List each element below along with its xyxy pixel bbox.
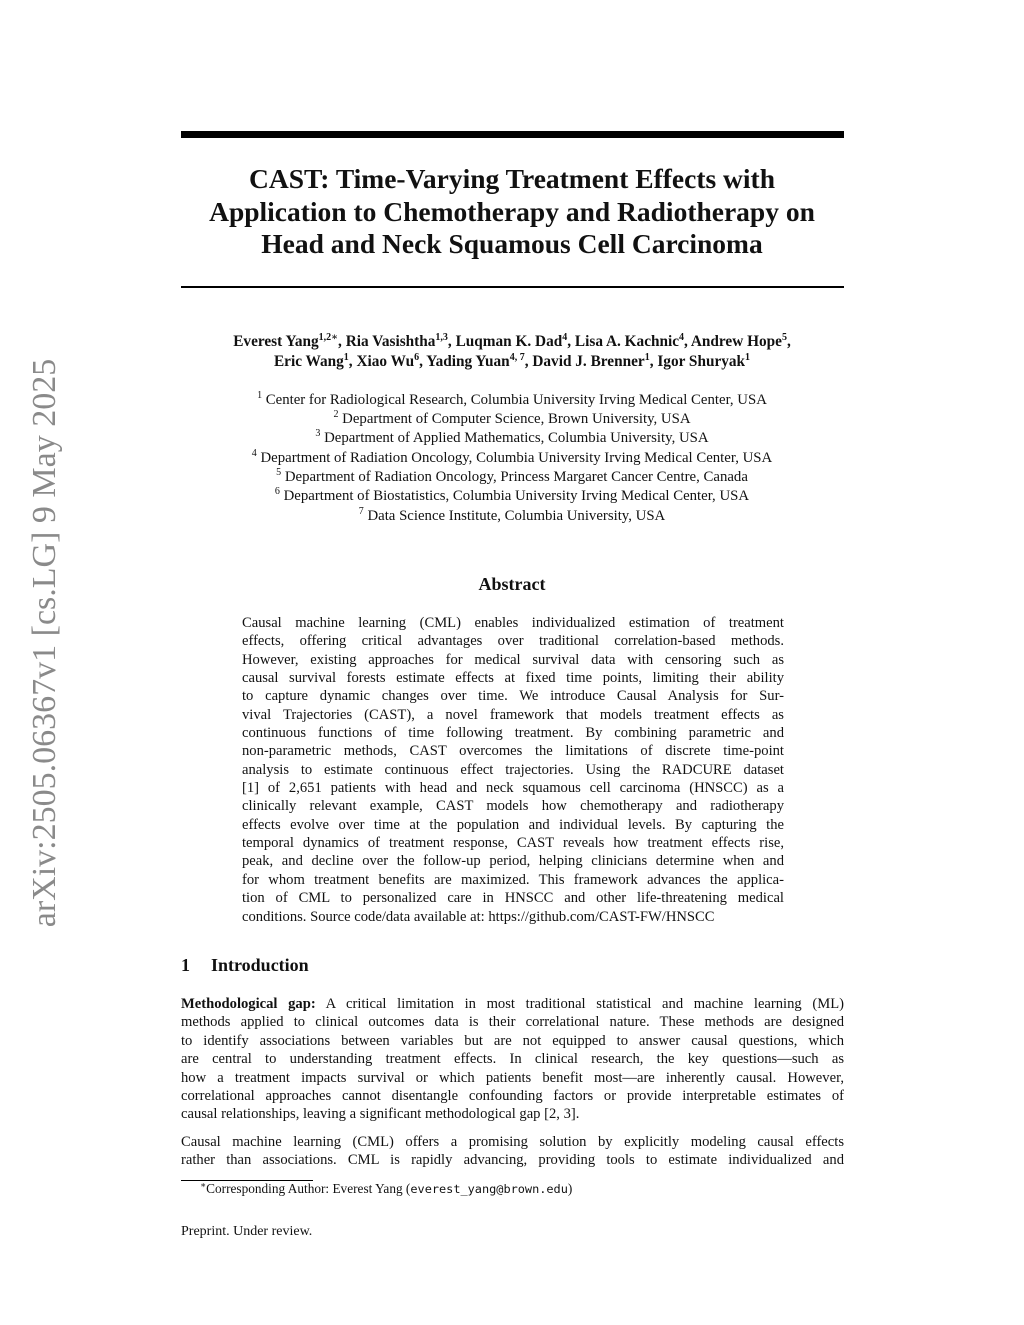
abstract-line: Causal machine learning (CML) enables individualized estimation of treatment [242,615,784,631]
intro-paragraph-1 [181,995,844,1124]
affiliation-number: 5 [276,467,282,478]
paragraph-line: are central to understanding treatment effects. In clinical research, the key questions—such as [181,1051,844,1068]
affiliation [150,488,874,505]
affiliation-text: Data Science Institute, Columbia University, USA [367,508,666,524]
affiliation [150,392,874,409]
paper-title [150,163,874,261]
affiliation-number: 4 [251,448,257,459]
paragraph-line: to identify associations between variables but are not equipped to answer causal questions, which [181,1032,844,1049]
paragraph-line: Causal machine learning (CML) offers a promising solution by explicitly modeling causal effects [181,1134,844,1150]
title-line: Head and Neck Squamous Cell Carcinoma [261,228,763,259]
author-name: Yading Yuan [426,353,510,370]
abstract-line: However, existing approaches for medical survival data with censoring such as [242,651,784,668]
abstract-line: continuous functions of time following treatment. By combining parametric and [242,725,784,742]
abstract-heading: Abstract [478,574,546,594]
author-email: everest_yang@brown.edu [410,1182,568,1196]
title-line: CAST: Time-Varying Treatment Effects with [248,163,776,194]
author-affil-sup: 5 [781,332,787,343]
title-bottom-rule [181,286,844,288]
affiliation-number: 6 [274,486,280,497]
title-top-rule [181,131,844,138]
author-name: Everest Yang [233,333,319,350]
author-affil-sup: 1,2∗ [318,332,339,343]
footnote-mark: ∗ [200,1180,207,1190]
paragraph-line: rather than associations. CML is rapidly advancing, providing tools to estimate individualized and [181,1152,844,1169]
abstract-body [242,614,784,926]
paragraph-line: correlational approaches cannot disentangle confounding factors or provide interpretable estimates of [181,1087,844,1104]
author-affil-sup: 1,3 [435,332,448,343]
author-name: Lisa A. Kachnic [574,333,680,350]
affiliation [150,450,874,467]
author-affil-sup: 4 [679,332,685,343]
abstract-line: causal survival forests estimate effects at fixed time points, limiting their ability [242,670,784,687]
affiliation-number: 7 [358,506,364,517]
affiliation-number: 1 [257,390,263,401]
affiliation [150,411,874,428]
paragraph-line: methods applied to clinical outcomes data is their correlational nature. These methods are designed [181,1014,844,1031]
affiliation [150,430,874,447]
affiliation-text: Center for Radiological Research, Columbia University Irving Medical Center, USA [265,392,767,408]
paragraph-line: causal relationships, leaving a significant methodological gap [2, 3]. [181,1106,580,1123]
paragraph-line: how a treatment impacts survival or which patients benefit most—are inherently causal. However, [181,1069,844,1086]
affiliation-text: Department of Biostatistics, Columbia University Irving Medical Center, USA [283,488,750,504]
affiliation-number: 2 [333,409,339,420]
author-name: Andrew Hope [690,333,782,350]
affiliation-number: 3 [315,428,321,439]
affiliation-text: Department of Computer Science, Brown University, USA [342,411,691,427]
author-name: Ria Vasishtha [345,333,436,350]
author-affil-sup: 4, 7 [509,352,525,363]
author-affil-sup: 1 [644,352,650,363]
abstract-line: peak, and decline over the follow-up period, helping clinicians determine when and [242,853,784,870]
paragraph-line [181,995,844,1013]
affiliation-text: Department of Radiation Oncology, Princess Margaret Cancer Centre, Canada [284,469,748,485]
footnote-close: ) [567,1181,573,1196]
section-heading-introduction [181,955,309,976]
author-name: Xiao Wu [356,353,415,370]
affiliation [150,469,874,486]
section-title: Introduction [211,955,309,975]
affiliation-text: Department of Radiation Oncology, Columbia University Irving Medical Center, USA [260,450,773,466]
arxiv-identifier-stamp: arXiv:2505.06367v1 [cs.LG] 9 May 2025 [26,358,63,928]
abstract-line: conditions. Source code/data available at: https://github.com/CAST-FW/HNSCC [242,908,715,925]
title-line: Application to Chemotherapy and Radiotherapy on [209,195,815,227]
author-line-2: Eric Wang$^1$, Xiao Wu$^6$, Yading Yuan$^{4, 7}$, David J. Brenner$^1$, Igor Shuryak$^1$ [273,352,751,370]
author-line-1: Everest Yang$^{1,2∗}$, Ria Vasishtha$^{1,3}$, Luqman K. Dad$^4$, Lisa A. Kachnic$^4$, Andrew Hope$^5$, [233,332,791,350]
author-affil-sup: 1 [745,352,751,363]
abstract-line: effects, offering critical advantages over traditional correlation-based methods. [242,633,784,650]
section-number: 1 [181,955,190,975]
footnote-text: Corresponding Author: Everest Yang ( [206,1181,411,1196]
abstract-line: tion of CML to personalized care in HNSCC and other life-threatening medical [242,890,784,907]
abstract-line: [1] of 2,651 patients with head and neck squamous cell carcinoma (HNSCC) as a [242,780,784,797]
author-name: Igor Shuryak [657,353,746,370]
abstract-line: vival Trajectories (CAST), a novel framework that models treatment effects as [242,706,784,723]
intro-paragraph-2 [181,1133,844,1170]
author-name: Eric Wang [273,353,344,370]
affiliation [150,508,874,525]
abstract-line: clinically relevant example, CAST models how chemotherapy and radiotherapy [242,798,784,815]
abstract-line: to capture dynamic changes over time. We introduce Causal Analysis for Sur- [242,688,784,705]
paragraph-line-text: A critical limitation in most traditional statistical and machine learning (ML) [315,996,844,1012]
affiliation-text: Department of Applied Mathematics, Columbia University, USA [324,430,709,446]
preprint-note: Preprint. Under review. [181,1224,313,1239]
author-name: David J. Brenner [532,353,645,370]
abstract-line: temporal dynamics of treatment response, CAST reveals how treatment effects rise, [242,835,784,852]
paragraph-lead: Methodological gap: [181,996,316,1012]
abstract-line: effects evolve over time at the population and individual levels. By capturing the [242,816,784,833]
author-affil-sup: 1 [343,352,349,363]
abstract-line: analysis to estimate continuous effect trajectories. Using the RADCURE dataset [242,761,784,778]
author-affil-sup: 4 [562,332,568,343]
author-affil-sup: 6 [414,352,420,363]
author-name: Luqman K. Dad [455,333,563,350]
abstract-line: non-parametric methods, CAST overcomes the limitations of discrete time-point [242,743,784,760]
abstract-line: for whom treatment benefits are maximized. This framework advances the applica- [242,871,784,888]
footnote [200,1181,572,1197]
